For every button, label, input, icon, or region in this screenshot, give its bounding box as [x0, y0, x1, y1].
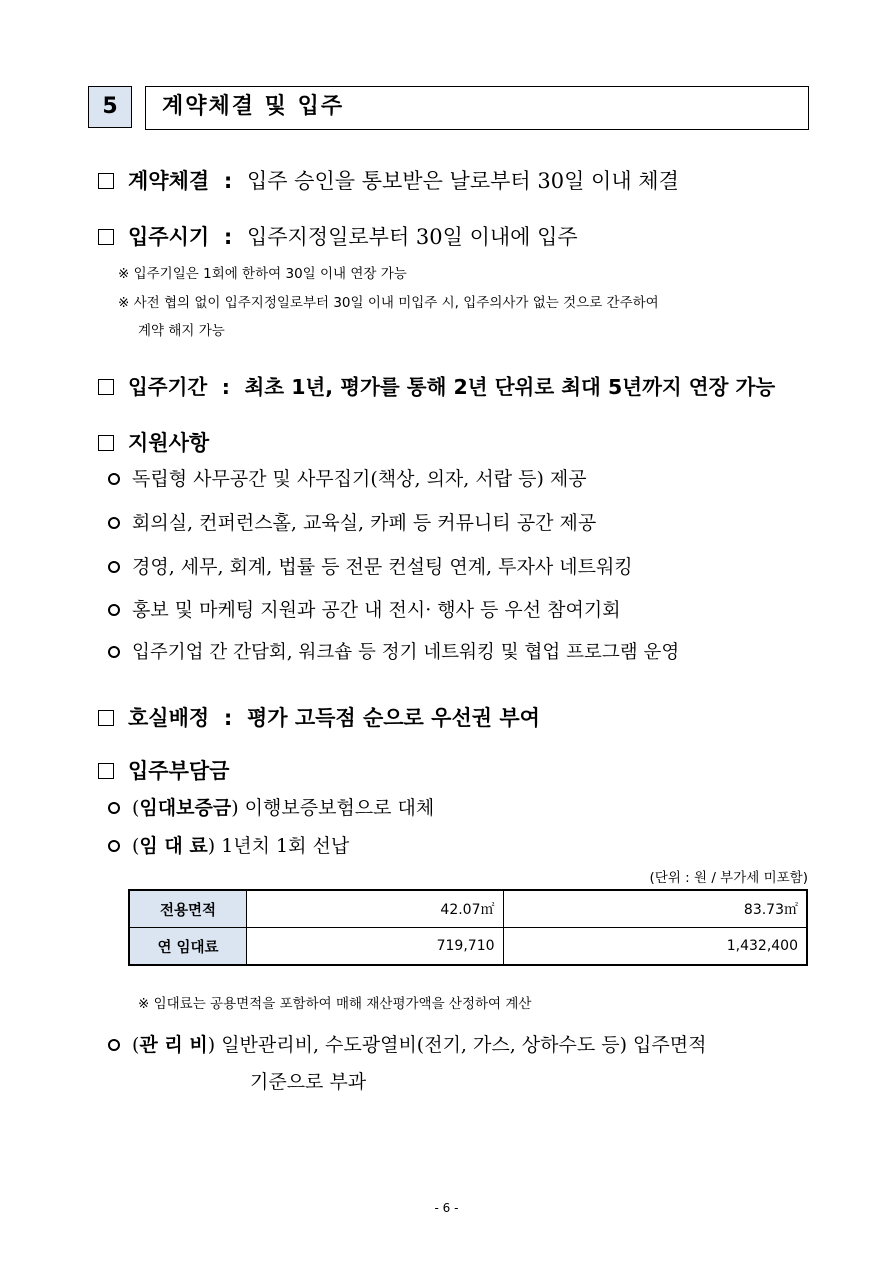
period-label: 입주기간	[128, 375, 208, 399]
table-cell: 83.73㎡	[503, 890, 807, 928]
support-item	[108, 638, 679, 664]
circle-bullet-icon	[108, 604, 120, 616]
circle-bullet-icon	[108, 473, 120, 485]
mgmt-text-cont: 기준으로 부과	[250, 1071, 367, 1093]
fees-heading	[98, 755, 229, 785]
circle-bullet-icon	[108, 802, 120, 814]
paren-open: (	[132, 797, 140, 819]
paren-close: )	[207, 1034, 216, 1056]
rent-table	[128, 889, 808, 966]
move-in-note-1: ※ 입주기일은 1회에 한하여 30일 이내 연장 가능	[118, 266, 407, 282]
table-note: ※ 임대료는 공용면적을 포함하여 매해 재산평가액을 산정하여 계산	[138, 996, 532, 1012]
paren-close: )	[231, 797, 239, 819]
rent-label: 임 대 료	[139, 835, 208, 857]
support-item-text: 독립형 사무공간 및 사무집기(책상, 의자, 서랍 등) 제공	[132, 468, 587, 490]
table-row-header: 전용면적	[129, 890, 247, 928]
move-in-time-text: 입주지정일로부터 30일 이내에 입주	[246, 225, 578, 249]
page-number: - 6 -	[434, 1201, 459, 1215]
period-colon: :	[221, 375, 230, 399]
contract-text: 입주 승인을 통보받은 날로부터 30일 이내 체결	[246, 169, 679, 193]
checkbox-square-icon	[98, 435, 114, 451]
deposit-label: 임대보증금	[139, 797, 232, 819]
table-row-header: 연 임대료	[129, 928, 247, 966]
support-item-text: 홍보 및 마케팅 지원과 공간 내 전시· 행사 등 우선 참여기회	[132, 599, 621, 621]
support-item-text: 경영, 세무, 회계, 법률 등 전문 컨설팅 연계, 투자사 네트워킹	[132, 556, 633, 578]
support-item-text: 입주기업 간 간담회, 워크숍 등 정기 네트워킹 및 협업 프로그램 운영	[132, 642, 680, 663]
section-number: 5	[88, 86, 132, 128]
period-text: 최초 1년, 평가를 통해 2년 단위로 최대 5년까지 연장 가능	[244, 375, 776, 399]
paren-close: )	[207, 835, 216, 857]
move-in-note-2-cont: 계약 해지 가능	[138, 323, 225, 339]
circle-bullet-icon	[108, 517, 120, 529]
support-item	[108, 464, 587, 491]
deposit-text: 이행보증보험으로 대체	[244, 797, 435, 819]
circle-bullet-icon	[108, 840, 120, 852]
support-item	[108, 508, 596, 535]
contract-line	[98, 165, 679, 195]
rent-text: 1년치 1회 선납	[221, 835, 350, 857]
section-title: 계약체결 및 입주	[145, 86, 809, 130]
table-row	[129, 890, 807, 928]
room-line	[98, 702, 540, 732]
paren-open: (	[132, 835, 140, 857]
support-heading	[98, 427, 209, 457]
room-colon: :	[223, 706, 233, 730]
checkbox-square-icon	[98, 763, 114, 779]
support-label: 지원사항	[128, 431, 210, 455]
move-in-time-colon: :	[223, 225, 233, 249]
period-line	[98, 370, 775, 400]
table-cell: 719,710	[247, 928, 504, 966]
unit-note: (단위 : 원 / 부가세 미포함)	[649, 870, 808, 886]
circle-bullet-icon	[108, 646, 120, 658]
mgmt-text: 일반관리비, 수도광열비(전기, 가스, 상하수도 등) 입주면적	[221, 1034, 707, 1056]
room-label: 호실배정	[128, 706, 210, 730]
checkbox-square-icon	[98, 173, 114, 189]
contract-colon: :	[223, 169, 233, 193]
circle-bullet-icon	[108, 561, 120, 573]
rent-line	[108, 831, 349, 858]
circle-bullet-icon	[108, 1039, 120, 1051]
deposit-line	[108, 793, 434, 820]
mgmt-line	[108, 1030, 706, 1057]
paren-open: (	[132, 1034, 140, 1056]
support-item-text: 회의실, 컨퍼런스홀, 교육실, 카페 등 커뮤니티 공간 제공	[132, 512, 597, 534]
fees-label: 입주부담금	[128, 759, 230, 783]
table-row	[129, 928, 807, 966]
checkbox-square-icon	[98, 379, 114, 395]
checkbox-square-icon	[98, 710, 114, 726]
support-item	[108, 595, 621, 622]
contract-label: 계약체결	[128, 169, 210, 193]
table-cell: 1,432,400	[503, 928, 807, 966]
room-text: 평가 고득점 순으로 우선권 부여	[246, 706, 540, 730]
checkbox-square-icon	[98, 229, 114, 245]
move-in-time-label: 입주시기	[128, 225, 210, 249]
table-cell: 42.07㎡	[247, 890, 504, 928]
move-in-note-2: ※ 사전 협의 없이 입주지정일로부터 30일 이내 미입주 시, 입주의사가 없는 것으로 간주하여	[118, 295, 659, 311]
mgmt-label: 관 리 비	[139, 1034, 208, 1056]
move-in-time-line	[98, 221, 578, 251]
support-item	[108, 552, 633, 579]
